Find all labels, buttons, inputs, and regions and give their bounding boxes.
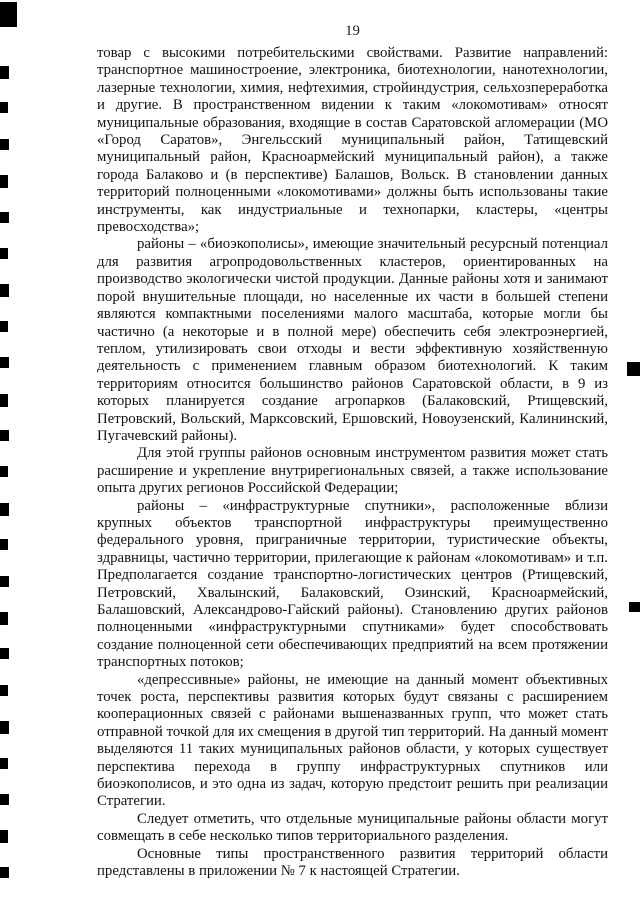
scan-artifact-mark	[0, 66, 9, 79]
scan-artifact-mark	[0, 503, 9, 516]
paragraph-3: Для этой группы районов основным инструментом развития может стать расширение и укрепление внутрирегиональных связей, а также использование опыта других регионов Российской Федерации;	[97, 445, 608, 497]
paragraph-1: товар с высокими потребительскими свойствами. Развитие направлений: транспортное машиностроение, электроника, биотехнологии, нанотехнологии, лазерные технологии, химия, нефтехимия, стройиндустрия, сельхозпереработка и другие. В пространственном видении к таким «локомотивам» относят муниципальные образования, входящие в состав Саратовской агломерации (МО «Город Саратов», Энгельсский муниципальный район, Татищевский муниципальный район, Красноармейский муниципальный район), а также города Балаково и (в перспективе) Балашов, Вольск. В становлении данных территорий полноценными «локомотивами» должны быть использованы такие инструменты, как индустриальные и технопарки, кластеры, «центры превосходства»;	[97, 45, 608, 236]
scan-artifact-mark	[0, 212, 9, 223]
scan-artifact-mark	[0, 139, 9, 150]
scan-artifact-mark	[0, 758, 8, 769]
scan-artifact-mark	[629, 602, 640, 612]
scan-artifact-mark	[0, 248, 8, 259]
paragraph-4: районы – «инфраструктурные спутники», расположенные вблизи крупных объектов транспортной инфраструктуры преимущественно федерального уровня, приграничные территории, туристические объекты, здравницы, частично территории, прилегающие к районам «локомотивам» и т.п. Предполагается создание транспортно-логистических центров (Ртищевский, Петровский, Хвалынский, Балаковский, Озинский, Красноармейский, Балашовский, Александрово-Гайский районы). Становлению других районов полноценными «инфраструктурными спутниками» будет способствовать создание полноценной сети обеспечивающих предприятий на всем протяжении транспортных потоков;	[97, 497, 608, 671]
page-number: 19	[345, 23, 360, 39]
scan-artifact-mark	[0, 721, 9, 734]
scan-artifact-mark	[0, 830, 8, 843]
paragraph-5: «депрессивные» районы, не имеющие на данный момент объективных точек роста, перспективы развития которых будут связаны с расширением кооперационных связей с районами вышеназванных групп, что может стать отправной точкой для их смещения в другой тип территорий. На данный момент выделяются 11 таких муниципальных районов области, у которых существует перспектива перехода в группу инфраструктурных спутников или биоэкополисов, и это одна из задач, которую предстоит решить при реализации Стратегии.	[97, 671, 608, 810]
scan-artifact-mark	[0, 685, 8, 696]
scan-artifact-mark	[0, 648, 9, 659]
scan-artifact-mark	[0, 284, 9, 297]
scan-artifact-mark	[627, 362, 640, 376]
scan-artifact-mark	[0, 539, 8, 550]
scan-artifact-mark	[0, 321, 8, 332]
text-block	[97, 45, 608, 881]
scan-artifact-mark	[0, 394, 8, 407]
scan-artifact-mark	[0, 794, 9, 805]
scan-artifact-mark	[0, 867, 9, 878]
paragraph-7: Основные типы пространственного развития территорий области представлены в приложении № 7 к настоящей Стратегии.	[97, 845, 608, 880]
scan-artifact-mark	[0, 576, 9, 587]
paragraph-2: районы – «биоэкополисы», имеющие значительный ресурсный потенциал для развития агропродовольственных кластеров, ориентированных на производство экологически чистой продукции. Данные районы хотя и занимают порой внушительные площади, но населенные их части в большей степени являются компактными поселениями малого масштаба, которые могли бы частично (а некоторые и в полной мере) обеспечить себя электроэнергией, теплом, утилизировать свои отходы и вести эффективную хозяйственную деятельность с применением главным образом биотехнологий. К таким территориям относится большинство районов Саратовской области, в 9 из которых планируется создание агропарков (Балаковский, Ртищевский, Петровский, Вольский, Марксовский, Ершовский, Новоузенский, Калининский, Пугачевский районы).	[97, 236, 608, 444]
paragraph-6: Следует отметить, что отдельные муниципальные районы области могут совмещать в себе несколько типов территориального разделения.	[97, 810, 608, 845]
scan-artifact-mark	[0, 102, 8, 113]
scan-artifact-mark	[0, 2, 17, 27]
scan-artifact-mark	[0, 357, 9, 368]
scan-artifact-mark	[0, 430, 9, 441]
scan-artifact-mark	[0, 612, 8, 625]
scan-artifact-mark	[0, 466, 8, 477]
scan-artifact-mark	[0, 175, 8, 188]
